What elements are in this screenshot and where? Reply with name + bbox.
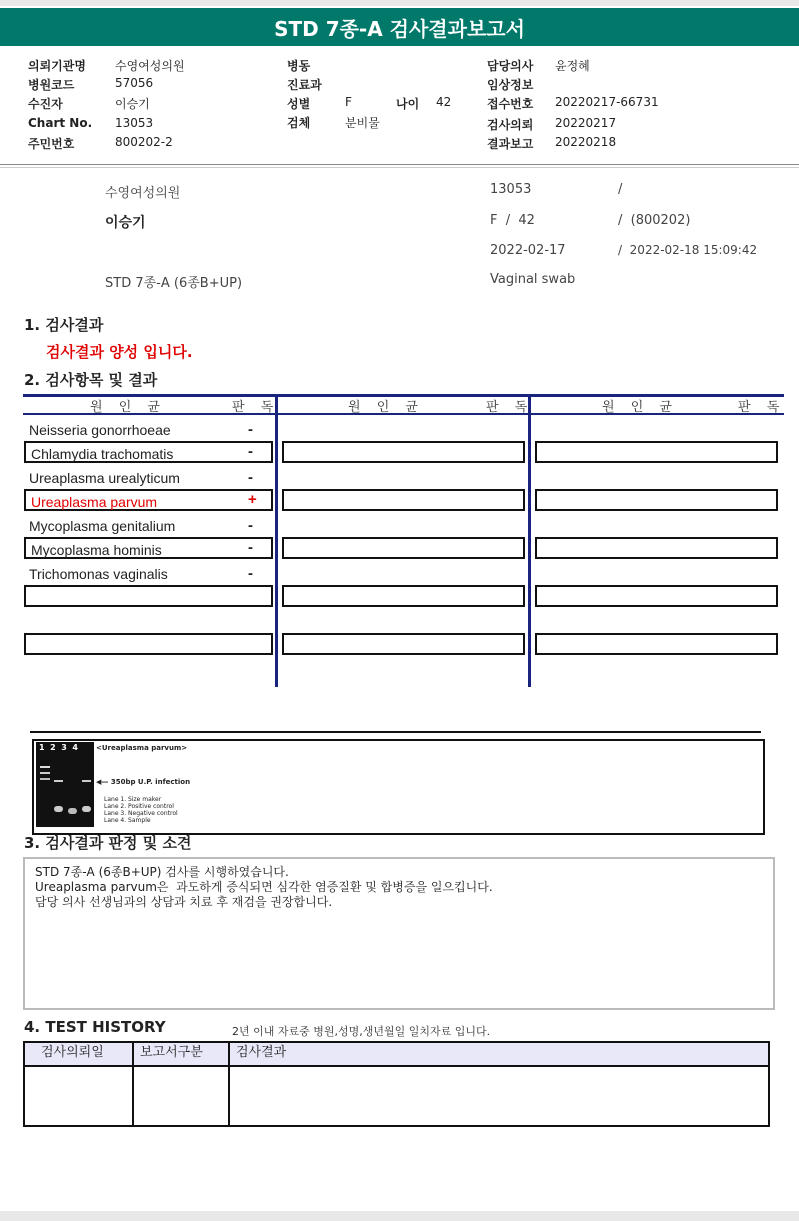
table-row bbox=[24, 489, 273, 511]
pb-hospital: 수영여성의원 bbox=[105, 186, 181, 201]
pathogen-result: - bbox=[248, 421, 253, 438]
empty-row bbox=[535, 441, 778, 463]
pathogen-result: - bbox=[248, 469, 253, 486]
gel-title: <Ureaplasma parvum> bbox=[96, 744, 188, 752]
header-divider bbox=[0, 164, 799, 165]
pb-slash: / bbox=[618, 182, 623, 197]
col-pathogen-1: 원 인 균 bbox=[90, 400, 166, 415]
header-middle bbox=[287, 57, 451, 133]
pathogen-name: Mycoplasma genitalium bbox=[29, 518, 176, 534]
pb-chart: 13053 bbox=[490, 182, 532, 197]
gel-lane-4: Lane 4. Sample bbox=[104, 817, 151, 824]
table-row bbox=[24, 441, 273, 463]
col-judge-1: 판 독 bbox=[232, 400, 280, 415]
id-label: 주민번호 bbox=[28, 137, 75, 151]
history-cell bbox=[134, 1067, 230, 1127]
table-row bbox=[24, 419, 273, 441]
col-pathogen-2: 원 인 균 bbox=[348, 400, 424, 415]
gel-lane-3: Lane 3. Negative control bbox=[104, 810, 178, 817]
gel-band-text: 350bp U.P. infection bbox=[110, 778, 191, 786]
empty-row bbox=[282, 633, 525, 655]
gel-band bbox=[40, 766, 50, 768]
report-title: STD 7종-A 검사결과보고서 bbox=[0, 8, 799, 46]
report-value: 20220218 bbox=[555, 135, 617, 149]
pathogen-name: Ureaplasma urealyticum bbox=[29, 470, 180, 486]
empty-row bbox=[535, 537, 778, 559]
req-value: 20220217 bbox=[555, 116, 617, 130]
empty-row bbox=[282, 441, 525, 463]
pathogen-name: Ureaplasma parvum bbox=[31, 494, 158, 510]
gel-lane-numbers: 1 2 3 4 bbox=[39, 743, 78, 752]
empty-row bbox=[535, 633, 778, 655]
doctor-value: 윤정혜 bbox=[555, 59, 590, 73]
patient-value: 이승기 bbox=[115, 97, 150, 111]
gel-legend bbox=[104, 796, 178, 824]
table-row bbox=[24, 467, 273, 489]
history-table bbox=[23, 1041, 770, 1127]
empty-row bbox=[535, 585, 778, 607]
section4-title: 4. TEST HISTORY bbox=[24, 1018, 166, 1036]
specimen-value: 분비물 bbox=[345, 116, 380, 130]
clinical-label: 임상정보 bbox=[487, 78, 534, 92]
id-value: 800202-2 bbox=[115, 135, 173, 149]
grid-vline-1 bbox=[275, 394, 278, 687]
arrow-left-icon: ◀— bbox=[96, 778, 109, 786]
table-row bbox=[24, 563, 273, 585]
gel-band bbox=[54, 806, 63, 812]
gel-band bbox=[54, 780, 63, 782]
report-label: 결과보고 bbox=[487, 137, 534, 151]
history-cell bbox=[230, 1067, 768, 1127]
pathogen-result: - bbox=[248, 565, 253, 582]
gel-band bbox=[82, 780, 91, 782]
opinion-line-2: Ureaplasma parvum은 과도하게 증식되면 심각한 염증질환 및 합병증을 일으킵니다. bbox=[35, 880, 493, 894]
gel-band bbox=[68, 808, 77, 814]
history-note: 2년 이내 자료중 병원,성명,생년월일 일치자료 입니다. bbox=[232, 1025, 491, 1038]
gel-divider bbox=[30, 731, 761, 733]
pathogen-name: Mycoplasma hominis bbox=[31, 542, 162, 558]
gel-band-label bbox=[96, 778, 190, 786]
top-band bbox=[0, 0, 799, 6]
col-judge-2: 판 독 bbox=[486, 400, 534, 415]
pathogen-result: + bbox=[248, 491, 257, 508]
empty-row bbox=[535, 489, 778, 511]
header-left bbox=[28, 57, 185, 154]
chart-value: 13053 bbox=[115, 116, 154, 130]
bottom-band bbox=[0, 1211, 799, 1221]
table-row bbox=[24, 515, 273, 537]
empty-row bbox=[282, 537, 525, 559]
ward-label: 병동 bbox=[287, 59, 311, 73]
empty-row bbox=[282, 489, 525, 511]
pb-test: STD 7종-A (6종B+UP) bbox=[105, 276, 243, 291]
pathogen-name: Neisseria gonorrhoeae bbox=[29, 422, 171, 438]
age-value: 42 bbox=[436, 95, 452, 109]
history-header bbox=[25, 1043, 768, 1067]
header-divider-2 bbox=[0, 167, 799, 168]
recv-label: 접수번호 bbox=[487, 97, 534, 111]
pb-name: 이승기 bbox=[105, 215, 146, 231]
doctor-label: 담당의사 bbox=[487, 59, 534, 73]
gel-electrophoresis-image bbox=[36, 742, 94, 827]
history-cell bbox=[25, 1067, 134, 1127]
pathogen-result: - bbox=[248, 517, 253, 534]
req-label: 검사의뢰 bbox=[487, 118, 534, 132]
gel-band bbox=[40, 778, 50, 780]
pb-sexage: F / 42 bbox=[490, 213, 535, 228]
col-judge-3: 판 독 bbox=[738, 400, 786, 415]
pathogen-name: Trichomonas vaginalis bbox=[29, 566, 168, 582]
history-body bbox=[25, 1067, 768, 1127]
gel-lane-1: Lane 1. Size maker bbox=[104, 796, 162, 803]
specimen-label: 검체 bbox=[287, 116, 311, 130]
opinion-line-1: STD 7종-A (6종B+UP) 검사를 시행하였습니다. bbox=[35, 865, 289, 879]
empty-row bbox=[282, 585, 525, 607]
age-label: 나이 bbox=[396, 97, 420, 111]
pathogen-name: Chlamydia trachomatis bbox=[31, 446, 174, 462]
pathogen-result: - bbox=[248, 539, 253, 556]
hospital-value: 수영여성의원 bbox=[115, 59, 185, 73]
opinion-box bbox=[23, 857, 775, 1010]
opinion-line-3: 담당 의사 선생님과의 상담과 치료 후 재검을 권장합니다. bbox=[35, 895, 333, 909]
section1-title: 1. 검사결과 bbox=[24, 316, 104, 334]
gel-band bbox=[40, 772, 50, 774]
col-pathogen-3: 원 인 균 bbox=[602, 400, 678, 415]
history-col-result: 검사결과 bbox=[236, 1045, 287, 1060]
pb-specimen: Vaginal swab bbox=[490, 272, 576, 287]
gel-band bbox=[82, 806, 91, 812]
patient-label: 수진자 bbox=[28, 97, 63, 111]
positive-result: 검사결과 양성 입니다. bbox=[46, 343, 193, 361]
header-right bbox=[487, 57, 659, 154]
sex-label: 성별 bbox=[287, 97, 311, 111]
recv-value: 20220217-66731 bbox=[555, 95, 659, 109]
section2-title: 2. 검사항목 및 결과 bbox=[24, 371, 158, 389]
history-col-date: 검사의뢰일 bbox=[25, 1043, 134, 1065]
pb-date2: / 2022-02-18 15:09:42 bbox=[618, 243, 758, 257]
code-value: 57056 bbox=[115, 76, 154, 90]
pathogen-result: - bbox=[248, 443, 253, 460]
sex-value: F bbox=[345, 95, 352, 109]
grid-vline-2 bbox=[528, 394, 531, 687]
gel-lane-2: Lane 2. Positive control bbox=[104, 803, 174, 810]
pb-id: / (800202) bbox=[618, 213, 691, 228]
dept-label: 진료과 bbox=[287, 78, 322, 92]
code-label: 병원코드 bbox=[28, 78, 75, 92]
section3-title: 3. 검사결과 판정 및 소견 bbox=[24, 834, 192, 852]
empty-row bbox=[24, 585, 273, 607]
empty-row bbox=[24, 633, 273, 655]
pb-date1: 2022-02-17 bbox=[490, 243, 566, 258]
table-row bbox=[24, 537, 273, 559]
history-col-type: 보고서구분 bbox=[134, 1043, 230, 1065]
hospital-label: 의뢰기관명 bbox=[28, 59, 86, 73]
chart-label: Chart No. bbox=[28, 116, 93, 130]
